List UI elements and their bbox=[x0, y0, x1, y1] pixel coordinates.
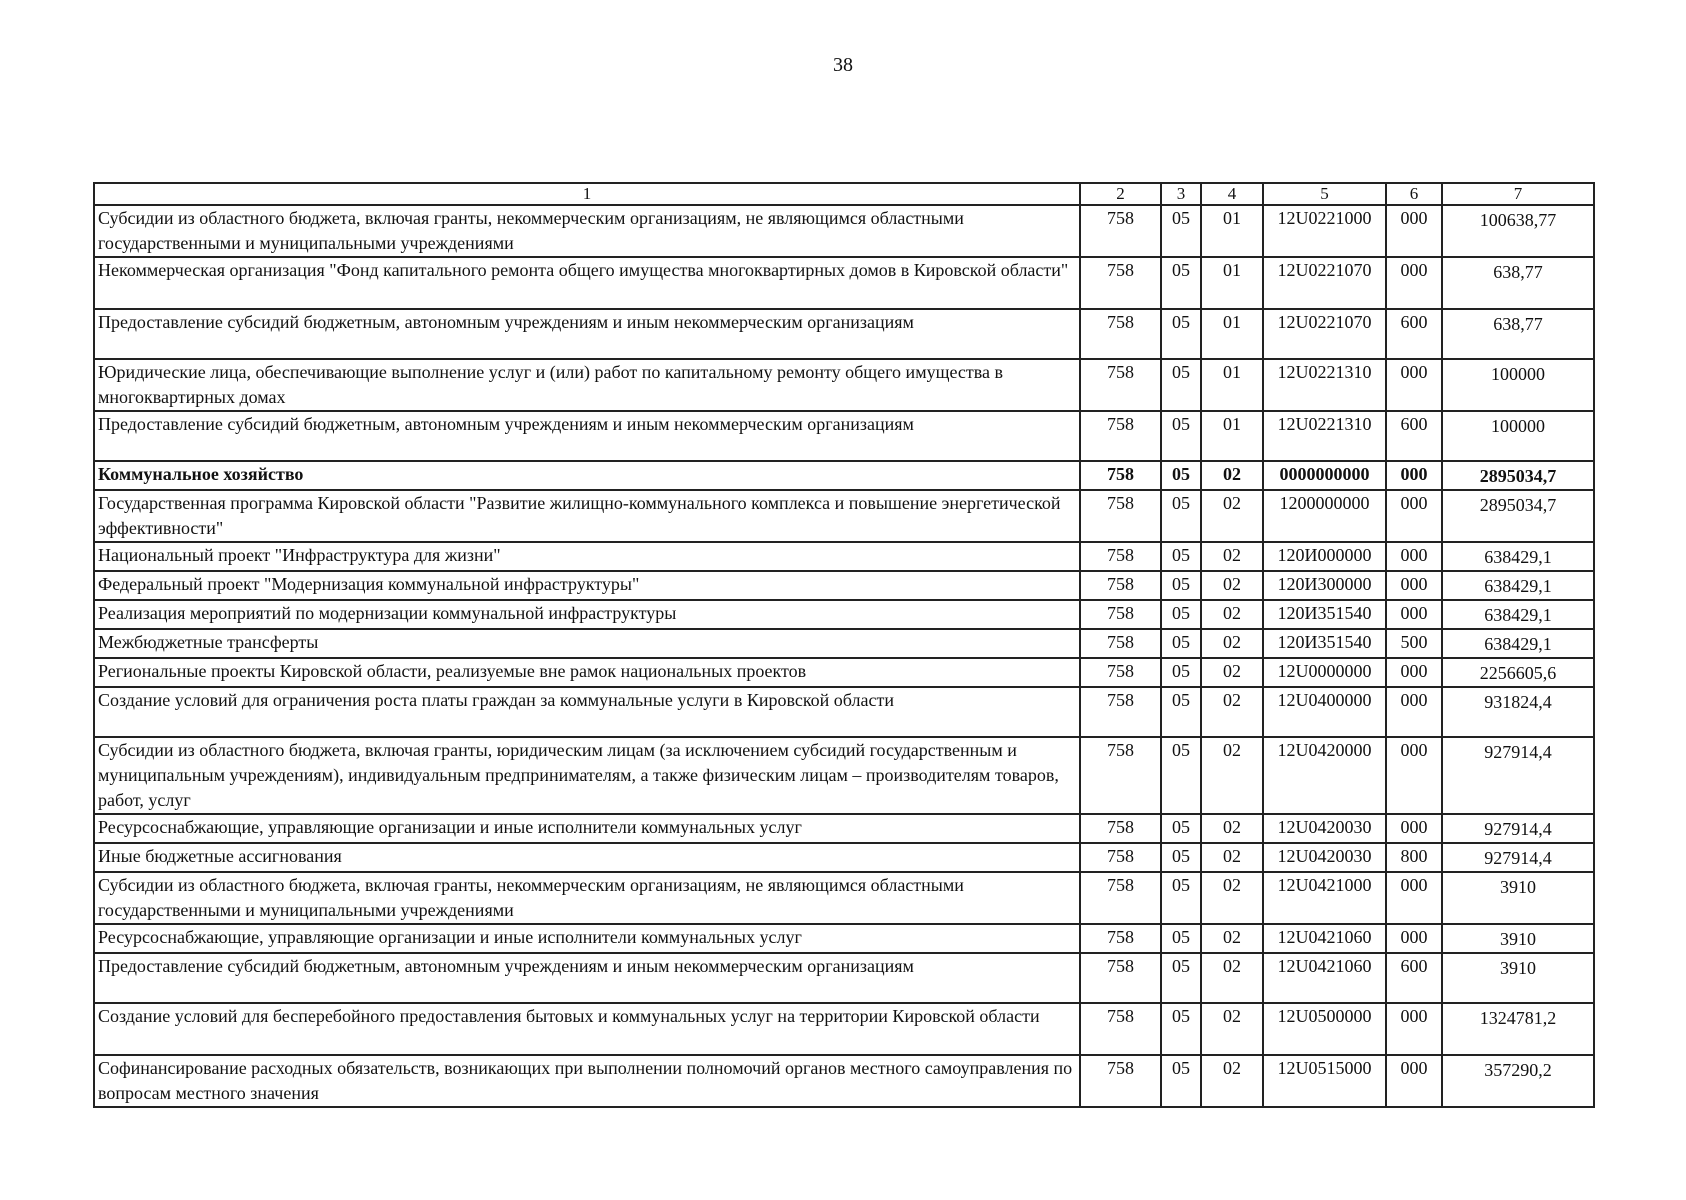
row-code-2-cell: 758 bbox=[1080, 1055, 1161, 1107]
row-name-cell: Коммунальное хозяйство bbox=[94, 461, 1080, 490]
row-name-cell: Некоммерческая организация "Фонд капитального ремонта общего имущества многоквартирных домов в Кировской области" bbox=[94, 257, 1080, 309]
row-code-3-cell: 05 bbox=[1161, 411, 1201, 461]
row-name-cell: Федеральный проект "Модернизация коммунальной инфраструктуры" bbox=[94, 571, 1080, 600]
table-row bbox=[94, 490, 1594, 542]
row-code-5-cell: 12U0221310 bbox=[1263, 411, 1386, 461]
row-name-cell: Субсидии из областного бюджета, включая гранты, некоммерческим организациям, не являющимся областными государственными и муниципальными учреждениями bbox=[94, 872, 1080, 924]
table-row bbox=[94, 843, 1594, 872]
table-row bbox=[94, 600, 1594, 629]
row-code-3-cell: 05 bbox=[1161, 843, 1201, 872]
table-row bbox=[94, 571, 1594, 600]
row-amount-cell: 3910 bbox=[1442, 872, 1594, 924]
column-header: 5 bbox=[1263, 183, 1386, 205]
row-name-cell: Софинансирование расходных обязательств, возникающих при выполнении полномочий органов местного самоуправления по вопросам местного значения bbox=[94, 1055, 1080, 1107]
row-code-3-cell: 05 bbox=[1161, 1003, 1201, 1055]
row-name-cell: Государственная программа Кировской области "Развитие жилищно-коммунального комплекса и повышение энергетической эффективности" bbox=[94, 490, 1080, 542]
row-name-cell: Предоставление субсидий бюджетным, автономным учреждениям и иным некоммерческим организациям bbox=[94, 953, 1080, 1003]
row-name-cell: Региональные проекты Кировской области, реализуемые вне рамок национальных проектов bbox=[94, 658, 1080, 687]
column-header: 4 bbox=[1201, 183, 1263, 205]
row-name-cell: Создание условий для бесперебойного предоставления бытовых и коммунальных услуг на территории Кировской области bbox=[94, 1003, 1080, 1055]
budget-table bbox=[93, 182, 1595, 1108]
row-code-6-cell: 000 bbox=[1386, 542, 1442, 571]
row-code-2-cell: 758 bbox=[1080, 737, 1161, 814]
table-row bbox=[94, 872, 1594, 924]
row-code-5-cell: 12U0515000 bbox=[1263, 1055, 1386, 1107]
row-code-3-cell: 05 bbox=[1161, 658, 1201, 687]
row-amount-cell: 638,77 bbox=[1442, 257, 1594, 309]
table-row bbox=[94, 737, 1594, 814]
row-code-6-cell: 000 bbox=[1386, 359, 1442, 411]
row-code-2-cell: 758 bbox=[1080, 843, 1161, 872]
column-header: 3 bbox=[1161, 183, 1201, 205]
row-code-3-cell: 05 bbox=[1161, 461, 1201, 490]
row-amount-cell: 3910 bbox=[1442, 953, 1594, 1003]
row-code-5-cell: 12U0421060 bbox=[1263, 953, 1386, 1003]
column-header: 6 bbox=[1386, 183, 1442, 205]
row-code-5-cell: 120И000000 bbox=[1263, 542, 1386, 571]
row-code-5-cell: 120И351540 bbox=[1263, 600, 1386, 629]
row-code-4-cell: 02 bbox=[1201, 814, 1263, 843]
row-name-cell: Предоставление субсидий бюджетным, автономным учреждениям и иным некоммерческим организациям bbox=[94, 309, 1080, 359]
row-code-4-cell: 02 bbox=[1201, 542, 1263, 571]
row-code-2-cell: 758 bbox=[1080, 411, 1161, 461]
row-code-3-cell: 05 bbox=[1161, 872, 1201, 924]
row-code-2-cell: 758 bbox=[1080, 814, 1161, 843]
column-header: 2 bbox=[1080, 183, 1161, 205]
row-code-4-cell: 02 bbox=[1201, 737, 1263, 814]
row-code-2-cell: 758 bbox=[1080, 571, 1161, 600]
row-code-6-cell: 000 bbox=[1386, 257, 1442, 309]
row-name-cell: Реализация мероприятий по модернизации коммунальной инфраструктуры bbox=[94, 600, 1080, 629]
row-code-6-cell: 000 bbox=[1386, 1003, 1442, 1055]
row-code-6-cell: 000 bbox=[1386, 571, 1442, 600]
row-code-6-cell: 800 bbox=[1386, 843, 1442, 872]
table-body bbox=[94, 205, 1594, 1107]
row-code-2-cell: 758 bbox=[1080, 872, 1161, 924]
row-code-5-cell: 1200000000 bbox=[1263, 490, 1386, 542]
row-amount-cell: 100638,77 bbox=[1442, 205, 1594, 257]
row-code-2-cell: 758 bbox=[1080, 205, 1161, 257]
row-code-5-cell: 12U0221310 bbox=[1263, 359, 1386, 411]
row-name-cell: Ресурсоснабжающие, управляющие организации и иные исполнители коммунальных услуг bbox=[94, 814, 1080, 843]
table-row bbox=[94, 461, 1594, 490]
row-code-5-cell: 12U0221070 bbox=[1263, 257, 1386, 309]
row-code-5-cell: 0000000000 bbox=[1263, 461, 1386, 490]
table-row bbox=[94, 359, 1594, 411]
row-code-5-cell: 12U0221070 bbox=[1263, 309, 1386, 359]
row-amount-cell: 638429,1 bbox=[1442, 600, 1594, 629]
row-code-4-cell: 02 bbox=[1201, 924, 1263, 953]
row-code-6-cell: 000 bbox=[1386, 600, 1442, 629]
row-code-2-cell: 758 bbox=[1080, 600, 1161, 629]
row-code-5-cell: 12U0500000 bbox=[1263, 1003, 1386, 1055]
row-code-2-cell: 758 bbox=[1080, 953, 1161, 1003]
table-row bbox=[94, 411, 1594, 461]
row-code-5-cell: 120И351540 bbox=[1263, 629, 1386, 658]
row-code-5-cell: 120И300000 bbox=[1263, 571, 1386, 600]
row-code-2-cell: 758 bbox=[1080, 461, 1161, 490]
row-code-6-cell: 000 bbox=[1386, 1055, 1442, 1107]
row-code-4-cell: 02 bbox=[1201, 687, 1263, 737]
row-code-6-cell: 000 bbox=[1386, 658, 1442, 687]
row-code-2-cell: 758 bbox=[1080, 687, 1161, 737]
row-code-6-cell: 000 bbox=[1386, 924, 1442, 953]
row-code-3-cell: 05 bbox=[1161, 600, 1201, 629]
row-code-2-cell: 758 bbox=[1080, 629, 1161, 658]
row-code-5-cell: 12U0221000 bbox=[1263, 205, 1386, 257]
row-code-2-cell: 758 bbox=[1080, 309, 1161, 359]
row-name-cell: Национальный проект "Инфраструктура для жизни" bbox=[94, 542, 1080, 571]
row-code-3-cell: 05 bbox=[1161, 205, 1201, 257]
row-name-cell: Предоставление субсидий бюджетным, автономным учреждениям и иным некоммерческим организациям bbox=[94, 411, 1080, 461]
row-amount-cell: 927914,4 bbox=[1442, 843, 1594, 872]
row-code-3-cell: 05 bbox=[1161, 571, 1201, 600]
row-code-4-cell: 01 bbox=[1201, 309, 1263, 359]
row-name-cell: Создание условий для ограничения роста платы граждан за коммунальные услуги в Кировской области bbox=[94, 687, 1080, 737]
row-code-4-cell: 02 bbox=[1201, 490, 1263, 542]
row-code-6-cell: 000 bbox=[1386, 814, 1442, 843]
row-code-3-cell: 05 bbox=[1161, 309, 1201, 359]
table-row bbox=[94, 814, 1594, 843]
row-amount-cell: 927914,4 bbox=[1442, 814, 1594, 843]
row-code-4-cell: 01 bbox=[1201, 411, 1263, 461]
row-code-2-cell: 758 bbox=[1080, 542, 1161, 571]
table-row bbox=[94, 629, 1594, 658]
row-code-2-cell: 758 bbox=[1080, 658, 1161, 687]
table-row bbox=[94, 1055, 1594, 1107]
row-amount-cell: 638429,1 bbox=[1442, 629, 1594, 658]
page-number: 38 bbox=[833, 54, 853, 76]
row-code-2-cell: 758 bbox=[1080, 1003, 1161, 1055]
table-row bbox=[94, 687, 1594, 737]
row-amount-cell: 638,77 bbox=[1442, 309, 1594, 359]
row-code-6-cell: 600 bbox=[1386, 411, 1442, 461]
column-header: 7 bbox=[1442, 183, 1594, 205]
row-code-2-cell: 758 bbox=[1080, 924, 1161, 953]
row-code-3-cell: 05 bbox=[1161, 737, 1201, 814]
row-code-5-cell: 12U0421060 bbox=[1263, 924, 1386, 953]
table-row bbox=[94, 257, 1594, 309]
row-code-3-cell: 05 bbox=[1161, 490, 1201, 542]
row-code-4-cell: 02 bbox=[1201, 872, 1263, 924]
table-row bbox=[94, 542, 1594, 571]
row-code-4-cell: 02 bbox=[1201, 1003, 1263, 1055]
table-row bbox=[94, 658, 1594, 687]
row-code-5-cell: 12U0421000 bbox=[1263, 872, 1386, 924]
row-amount-cell: 357290,2 bbox=[1442, 1055, 1594, 1107]
row-amount-cell: 927914,4 bbox=[1442, 737, 1594, 814]
row-code-6-cell: 000 bbox=[1386, 687, 1442, 737]
row-code-5-cell: 12U0400000 bbox=[1263, 687, 1386, 737]
table-row bbox=[94, 953, 1594, 1003]
row-code-5-cell: 12U0420030 bbox=[1263, 814, 1386, 843]
row-code-6-cell: 500 bbox=[1386, 629, 1442, 658]
row-code-2-cell: 758 bbox=[1080, 257, 1161, 309]
row-code-4-cell: 02 bbox=[1201, 629, 1263, 658]
row-code-4-cell: 02 bbox=[1201, 1055, 1263, 1107]
row-amount-cell: 1324781,2 bbox=[1442, 1003, 1594, 1055]
row-amount-cell: 2895034,7 bbox=[1442, 490, 1594, 542]
row-amount-cell: 2256605,6 bbox=[1442, 658, 1594, 687]
row-amount-cell: 100000 bbox=[1442, 359, 1594, 411]
row-code-3-cell: 05 bbox=[1161, 814, 1201, 843]
row-name-cell: Иные бюджетные ассигнования bbox=[94, 843, 1080, 872]
row-code-2-cell: 758 bbox=[1080, 490, 1161, 542]
table-row bbox=[94, 309, 1594, 359]
row-name-cell: Ресурсоснабжающие, управляющие организации и иные исполнители коммунальных услуг bbox=[94, 924, 1080, 953]
row-code-4-cell: 02 bbox=[1201, 658, 1263, 687]
table-row bbox=[94, 1003, 1594, 1055]
row-name-cell: Межбюджетные трансферты bbox=[94, 629, 1080, 658]
row-code-5-cell: 12U0000000 bbox=[1263, 658, 1386, 687]
row-code-4-cell: 02 bbox=[1201, 600, 1263, 629]
row-code-4-cell: 01 bbox=[1201, 359, 1263, 411]
row-code-3-cell: 05 bbox=[1161, 542, 1201, 571]
row-code-4-cell: 01 bbox=[1201, 257, 1263, 309]
row-amount-cell: 638429,1 bbox=[1442, 571, 1594, 600]
row-code-4-cell: 02 bbox=[1201, 843, 1263, 872]
row-amount-cell: 3910 bbox=[1442, 924, 1594, 953]
table-header-row bbox=[94, 183, 1594, 205]
row-code-6-cell: 000 bbox=[1386, 205, 1442, 257]
row-code-6-cell: 000 bbox=[1386, 737, 1442, 814]
row-code-6-cell: 000 bbox=[1386, 490, 1442, 542]
row-code-5-cell: 12U0420000 bbox=[1263, 737, 1386, 814]
row-code-4-cell: 02 bbox=[1201, 571, 1263, 600]
row-amount-cell: 100000 bbox=[1442, 411, 1594, 461]
row-code-6-cell: 000 bbox=[1386, 461, 1442, 490]
row-code-2-cell: 758 bbox=[1080, 359, 1161, 411]
row-amount-cell: 931824,4 bbox=[1442, 687, 1594, 737]
row-code-3-cell: 05 bbox=[1161, 687, 1201, 737]
row-code-3-cell: 05 bbox=[1161, 924, 1201, 953]
row-code-6-cell: 600 bbox=[1386, 309, 1442, 359]
table-row bbox=[94, 205, 1594, 257]
row-name-cell: Субсидии из областного бюджета, включая гранты, юридическим лицам (за исключением субсидий государственным и муниципальным учреждениям), индивидуальным предпринимателям, а также физическим лицам – производителям товаров, работ, услуг bbox=[94, 737, 1080, 814]
row-code-3-cell: 05 bbox=[1161, 629, 1201, 658]
row-amount-cell: 2895034,7 bbox=[1442, 461, 1594, 490]
row-code-3-cell: 05 bbox=[1161, 953, 1201, 1003]
row-code-4-cell: 02 bbox=[1201, 461, 1263, 490]
row-name-cell: Юридические лица, обеспечивающие выполнение услуг и (или) работ по капитальному ремонту общего имущества в многоквартирных домах bbox=[94, 359, 1080, 411]
row-code-4-cell: 02 bbox=[1201, 953, 1263, 1003]
row-name-cell: Субсидии из областного бюджета, включая гранты, некоммерческим организациям, не являющимся областными государственными и муниципальными учреждениями bbox=[94, 205, 1080, 257]
row-code-6-cell: 000 bbox=[1386, 872, 1442, 924]
row-code-3-cell: 05 bbox=[1161, 1055, 1201, 1107]
row-code-3-cell: 05 bbox=[1161, 257, 1201, 309]
row-code-3-cell: 05 bbox=[1161, 359, 1201, 411]
row-code-5-cell: 12U0420030 bbox=[1263, 843, 1386, 872]
row-code-4-cell: 01 bbox=[1201, 205, 1263, 257]
row-amount-cell: 638429,1 bbox=[1442, 542, 1594, 571]
column-header: 1 bbox=[94, 183, 1080, 205]
row-code-6-cell: 600 bbox=[1386, 953, 1442, 1003]
table-row bbox=[94, 924, 1594, 953]
